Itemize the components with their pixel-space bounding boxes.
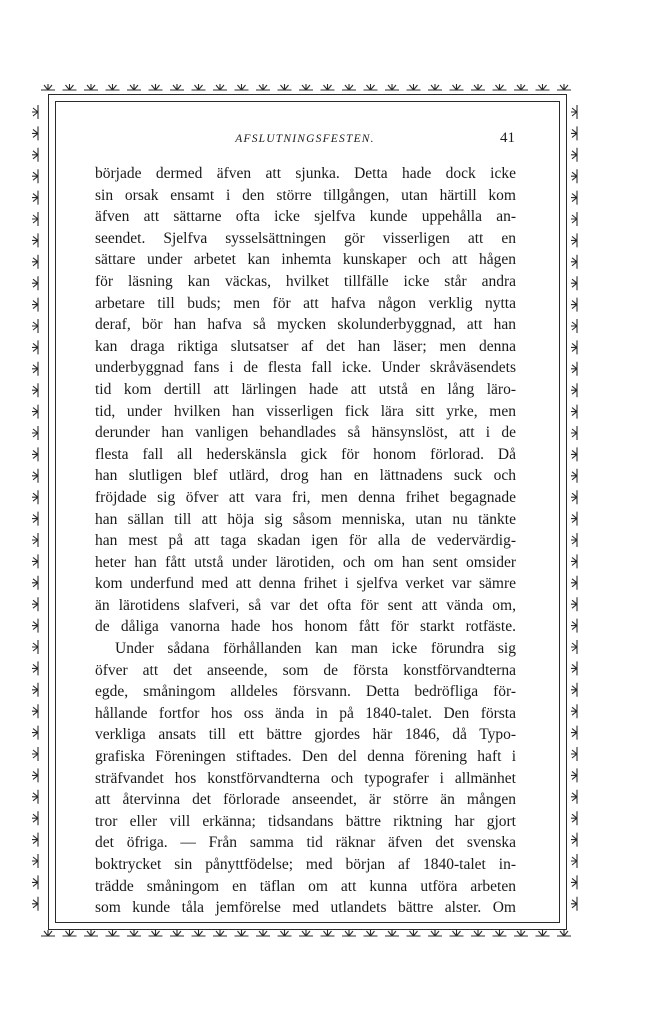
sprig-ornament [84, 84, 98, 90]
running-title: AFSLUTNINGSFESTEN. [235, 133, 375, 145]
sprig-ornament [571, 469, 577, 483]
sprig-ornament [278, 930, 292, 936]
text-line: derunder han vanligen behandlades så hänsynslöst, att i de [95, 424, 516, 442]
text-line: sin orsak ensamt i den större tillgången, utan härtill kom [95, 186, 516, 204]
sprig-ornament [385, 84, 399, 90]
sprig-ornament [32, 661, 38, 675]
sprig-ornament [571, 126, 577, 140]
sprig-ornament [106, 930, 120, 936]
sprig-ornament [571, 105, 577, 119]
sprig-ornament [571, 768, 577, 782]
sprig-ornament [571, 212, 577, 226]
sprig-ornament [571, 148, 577, 162]
sprig-ornament [571, 554, 577, 568]
page-header [95, 130, 515, 153]
sprig-ornament [32, 726, 38, 740]
sprig-ornament [32, 362, 38, 376]
sprig-ornament [536, 930, 550, 936]
sprig-ornament [571, 640, 577, 654]
sprig-ornament [557, 84, 571, 90]
sprig-ornament [106, 84, 120, 90]
sprig-ornament [32, 747, 38, 761]
sprig-ornament [235, 84, 249, 90]
text-line: trädde småningom en täflan om att kunna utföra arbeten [95, 877, 516, 895]
sprig-ornament [41, 84, 55, 90]
text-line: heter han fått utstå under lärotiden, och om han sent omsider [95, 553, 516, 571]
sprig-ornament [571, 512, 577, 526]
text-line: de dåliga vanorna hade hos honom fått för starkt rotfäste. [95, 618, 516, 636]
sprig-ornament [385, 930, 399, 936]
page-number: 41 [500, 130, 515, 146]
sprig-ornament [471, 930, 485, 936]
sprig-ornament [32, 683, 38, 697]
sprig-ornament [299, 930, 313, 936]
text-line: tror eller vill erkänna; tidsandans bättre riktning har gjort [95, 812, 516, 830]
text-line: kan draga riktiga slutsatser af det han läser; men denna [95, 337, 516, 355]
text-line: öfver att det anseende, som de första konstförvandterna [95, 661, 516, 679]
text-line: kom underfund med att denna frihet i sjelfva verket var sämre [95, 575, 516, 593]
text-line: äfven att sättarne ofta icke sjelfva kunde uppehålla an- [95, 208, 516, 226]
sprig-ornament [571, 426, 577, 440]
sprig-ornament [571, 597, 577, 611]
sprig-ornament [571, 661, 577, 675]
sprig-ornament [32, 875, 38, 889]
sprig-ornament [127, 84, 141, 90]
sprig-ornament [428, 930, 442, 936]
sprig-ornament [428, 84, 442, 90]
sprig-ornament [32, 811, 38, 825]
sprig-ornament [63, 930, 77, 936]
sprig-ornament [32, 105, 38, 119]
sprig-ornament [41, 930, 55, 936]
text-line: boktrycket sin pånyttfödelse; med början af 1840-talet in- [95, 856, 516, 873]
sprig-ornament [32, 255, 38, 269]
text-line: arbetare till buds; men för att hafva någon verklig nytta [95, 294, 516, 312]
sprig-ornament [32, 897, 38, 911]
sprig-ornament [235, 930, 249, 936]
sprig-ornament [571, 340, 577, 354]
sprig-ornament [571, 255, 577, 269]
sprig-ornament [127, 930, 141, 936]
sprig-ornament [450, 930, 464, 936]
sprig-ornament [571, 875, 577, 889]
sprig-ornament [32, 233, 38, 247]
sprig-ornament [471, 84, 485, 90]
text-line: det öfriga. — Från samma tid räknar äfven det svenska [95, 834, 516, 852]
text-line: än lärotidens slafveri, så var det ofta för sent att vända om, [95, 596, 516, 614]
text-line: för läsning kan väckas, hvilket tillfälle icke står andra [95, 272, 516, 290]
sprig-ornament [571, 191, 577, 205]
text-line: flesta fall all hederskänsla gick för honom förlorad. Då [95, 445, 516, 463]
sprig-ornament [32, 768, 38, 782]
sprig-ornament [32, 854, 38, 868]
sprig-ornament [321, 84, 335, 90]
text-line: underbyggnad fans i de flesta fall icke. Under skråväsendets [95, 359, 516, 377]
sprig-ornament [571, 447, 577, 461]
sprig-ornament [571, 790, 577, 804]
text-line: deraf, bör han hafva så mycken skolunderbyggnad, att han [95, 316, 516, 334]
body-text [95, 163, 516, 919]
sprig-ornament [571, 233, 577, 247]
sprig-ornament [213, 930, 227, 936]
sprig-ornament [149, 84, 163, 90]
text-line: han mest på att taga skadan igen för alla de vedervärdig- [95, 532, 516, 550]
sprig-ornament [32, 169, 38, 183]
sprig-ornament [364, 84, 378, 90]
sprig-ornament [278, 84, 292, 90]
sprig-ornament [32, 212, 38, 226]
text-line: seendet. Sjelfva sysselsättningen gör visserligen att en [95, 229, 516, 247]
sprig-ornament [571, 319, 577, 333]
sprig-ornament [342, 84, 356, 90]
sprig-ornament [571, 704, 577, 718]
text-line: han slutligen blef utlärd, drog han en lättnadens suck och [95, 467, 516, 485]
sprig-ornament [32, 619, 38, 633]
text-line: att återvinna det förlorade anseendet, är större än mången [95, 791, 516, 809]
sprig-ornament [407, 930, 421, 936]
sprig-ornament [514, 930, 528, 936]
text-line: började dermed äfven att sjunka. Detta hade dock icke [95, 165, 516, 182]
sprig-ornament [32, 148, 38, 162]
sprig-ornament [557, 930, 571, 936]
sprig-ornament [32, 298, 38, 312]
sprig-ornament [256, 84, 270, 90]
text-line: hållande fortfor hos oss ända in på 1840-talet. Den första [95, 704, 516, 722]
sprig-ornament [32, 383, 38, 397]
sprig-ornament [32, 405, 38, 419]
sprig-ornament [514, 84, 528, 90]
sprig-ornament [32, 469, 38, 483]
sprig-ornament [407, 84, 421, 90]
sprig-ornament [536, 84, 550, 90]
sprig-ornament [32, 533, 38, 547]
sprig-ornament [170, 84, 184, 90]
sprig-ornament [571, 383, 577, 397]
sprig-ornament [84, 930, 98, 936]
sprig-ornament [32, 512, 38, 526]
sprig-ornament [321, 930, 335, 936]
sprig-ornament [571, 619, 577, 633]
sprig-ornament [32, 447, 38, 461]
sprig-ornament [32, 319, 38, 333]
sprig-ornament [571, 405, 577, 419]
text-line: grafiska Föreningen stiftades. Den del denna förening haft i [95, 748, 516, 766]
text-line: sättare under arbetet kan inhemta kunskaper och att hågen [95, 251, 516, 269]
sprig-ornament [571, 833, 577, 847]
sprig-ornament [571, 298, 577, 312]
sprig-ornament [149, 930, 163, 936]
sprig-ornament [32, 597, 38, 611]
sprig-ornament [571, 533, 577, 547]
sprig-ornament [299, 84, 313, 90]
sprig-ornament [32, 554, 38, 568]
sprig-ornament [450, 84, 464, 90]
sprig-ornament [170, 930, 184, 936]
sprig-ornament [571, 811, 577, 825]
text-line: verkliga ansats till ett bättre gjordes här 1846, då Typo- [95, 726, 516, 744]
sprig-ornament [571, 576, 577, 590]
text-line: tid kom dertill att lärlingen hade att utstå en lång läro- [95, 380, 516, 398]
sprig-ornament [213, 84, 227, 90]
sprig-ornament [32, 576, 38, 590]
sprig-ornament [571, 490, 577, 504]
text-line: som kunde tåla jemförelse med utlandets bättre alster. Om [95, 899, 516, 917]
sprig-ornament [32, 490, 38, 504]
sprig-ornament [571, 854, 577, 868]
sprig-ornament [571, 897, 577, 911]
sprig-ornament [571, 683, 577, 697]
sprig-ornament [571, 362, 577, 376]
sprig-ornament [32, 426, 38, 440]
sprig-ornament [493, 84, 507, 90]
sprig-ornament [32, 833, 38, 847]
text-line: fröjdade sig öfver att vara fri, men denna frihet begagnade [95, 488, 516, 506]
text-line: sträfvandet hos konstförvandterna och typografer i allmänhet [95, 769, 516, 787]
sprig-ornament [32, 191, 38, 205]
text-line: tid, under hvilken han visserligen fick lära sitt yrke, men [95, 402, 516, 420]
sprig-ornament [32, 340, 38, 354]
sprig-ornament [192, 84, 206, 90]
sprig-ornament [256, 930, 270, 936]
sprig-ornament [32, 126, 38, 140]
sprig-ornament [571, 726, 577, 740]
sprig-ornament [342, 930, 356, 936]
sprig-ornament [32, 704, 38, 718]
sprig-ornament [364, 930, 378, 936]
text-line: egde, småningom alldeles försvann. Detta bedröfliga för- [95, 683, 516, 701]
sprig-ornament [32, 790, 38, 804]
text-line: Under sådana förhållanden kan man icke förundra sig [115, 640, 516, 658]
sprig-ornament [571, 169, 577, 183]
sprig-ornament [32, 640, 38, 654]
text-line: han sällan till att höja sig såsom menniska, utan nu tänkte [95, 510, 516, 528]
sprig-ornament [571, 747, 577, 761]
sprig-ornament [571, 276, 577, 290]
sprig-ornament [32, 276, 38, 290]
sprig-ornament [493, 930, 507, 936]
sprig-ornament [63, 84, 77, 90]
sprig-ornament [192, 930, 206, 936]
